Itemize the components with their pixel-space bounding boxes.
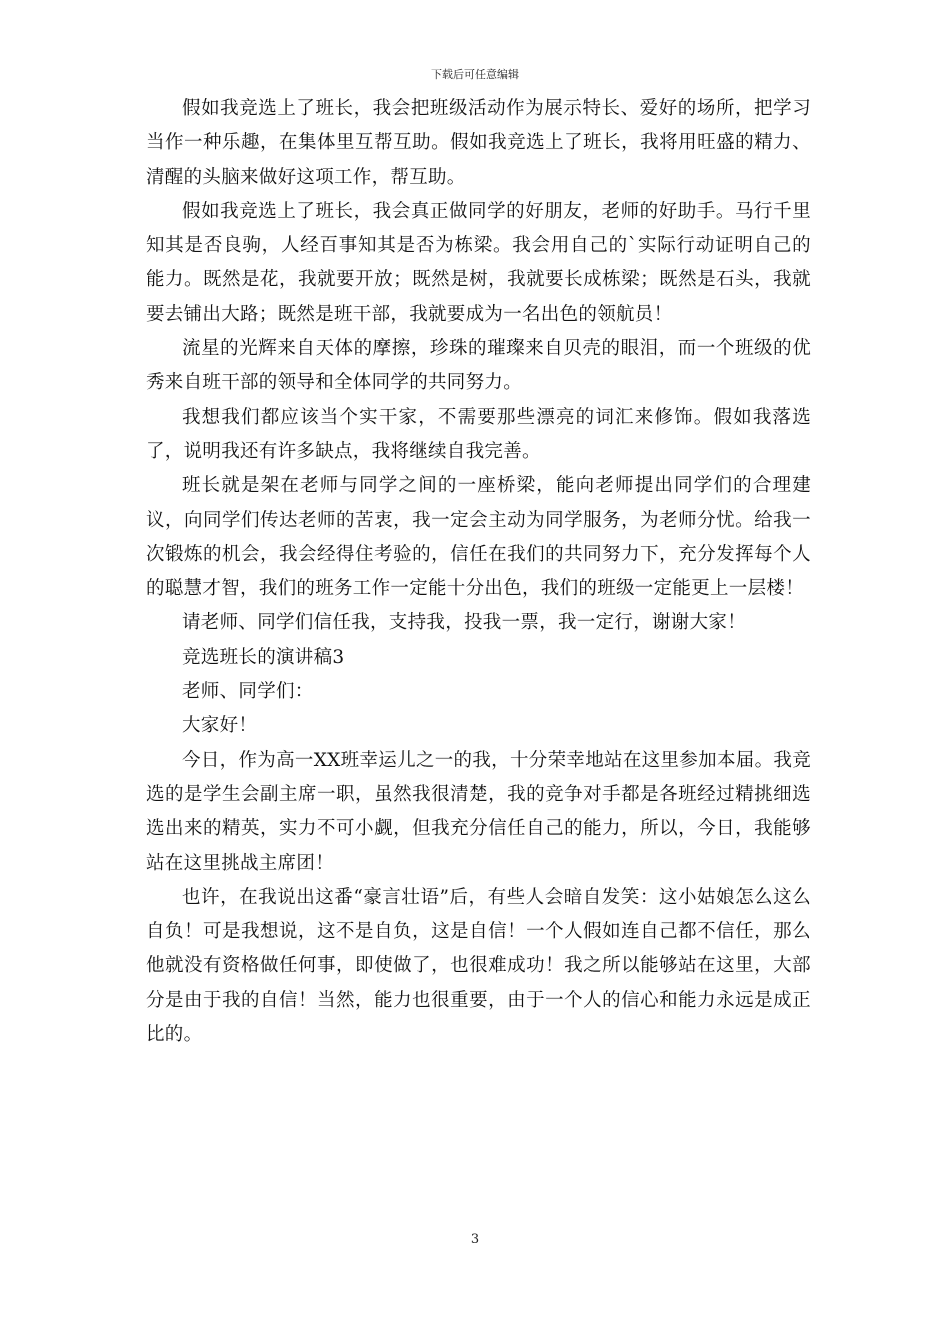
document-body [146, 92, 811, 1052]
paragraph: 也许，在我说出这番“豪言壮语”后，有些人会暗自发笑：这小姑娘怎么这么自负！可是我想说，这不是自负，这是自信！一个人假如连自己都不信任，那么他就没有资格做任何事，即使做了，也很难成功！我之所以能够站在这里，大部分是由于我的自信！当然，能力也很重要，由于一个人的信心和能力永远是成正比的。 [146, 886, 811, 1046]
paragraph: 假如我竞选上了班长，我会真正做同学的好朋友，老师的好助手。马行千里知其是否良驹，人经百事知其是否为栋梁。我会用自己的`实际行动证明自己的能力。既然是花，我就要开放；既然是树，我就要长成栋梁；既然是石头，我就要去铺出大路；既然是班干部，我就要成为一名出色的领航员！ [146, 200, 811, 325]
section-title: 竞选班长的演讲稿3 [182, 646, 345, 668]
paragraph: 我想我们都应该当个实干家，不需要那些漂亮的词汇来修饰。假如我落选了，说明我还有许多缺点，我将继续自我完善。 [146, 406, 811, 462]
paragraph: 假如我竞选上了班长，我会把班级活动作为展示特长、爱好的场所，把学习当作一种乐趣，在集体里互帮互助。假如我竞选上了班长，我将用旺盛的精力、清醒的头脑来做好这项工作，帮互助。 [146, 98, 811, 188]
paragraph: 今日，作为高一XX班幸运儿之一的我，十分荣幸地站在这里参加本届。我竞选的是学生会副主席一职，虽然我很清楚，我的竞争对手都是各班经过精挑细选选出来的精英，实力不可小觑，但我充分信任自己的能力，所以，今日，我能够站在这里挑战主席团！ [146, 749, 811, 874]
salutation: 老师、同学们： [182, 681, 314, 703]
page-header: 下载后可任意编辑 [431, 68, 519, 81]
paragraph: 班长就是架在老师与同学之间的一座桥梁，能向老师提出同学们的合理建议，向同学们传达老师的苦衷，我一定会主动为同学服务，为老师分忧。给我一次锻炼的机会，我会经得住考验的，信任在我们的共同努力下，充分发挥每个人的聪慧才智，我们的班务工作一定能十分出色，我们的班级一定能更上一层楼！ [146, 475, 811, 600]
paragraph: 请老师、同学们信任我，支持我，投我一票，我一定行，谢谢大家！ [182, 612, 747, 634]
page-number: 3 [470, 1232, 480, 1247]
paragraph: 流星的光辉来自天体的摩擦，珍珠的璀璨来自贝壳的眼泪，而一个班级的优秀来自班干部的领导和全体同学的共同努力。 [146, 338, 811, 394]
greeting: 大家好！ [182, 715, 258, 737]
